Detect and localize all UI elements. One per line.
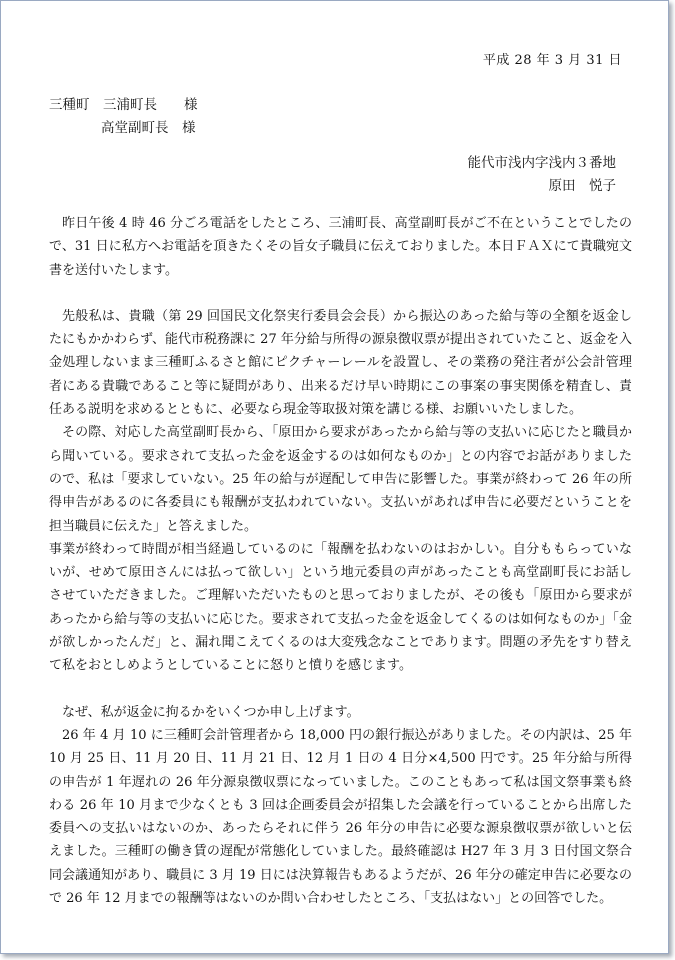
sender-block	[468, 152, 617, 198]
document-date: 平成 28 年 3 月 31 日	[482, 53, 622, 68]
paragraph-1: 昨日午後 4 時 46 分ごろ電話をしたところ、三浦町長、高堂副町長がご不在ということでしたので、31 日に私方へお電話を頂きたくその旨女子職員に伝えておりました。本日ＦＡＸにて貴職宛文書を送付いたします。	[49, 216, 632, 278]
letter-body	[49, 212, 632, 910]
paragraph-6: 26 年 4 月 10 に三種町会計管理者から 18,000 円の銀行振込がありました。その内訳は、25 年 10 月 25 日、11 月 20 日、11 月 21 日、12 月 1 日の 4 日分×4,500 円です。25 年分給与所得の申告が 1 年遅れの 26 年分源泉徴収票になっていました。このこともあって私は国文祭事業も終わる 26 年 10 月まで少なくとも 3 回は企画委員会が招集した会議を行っていることから出席した委員への支払いはないのか、あったらそれに伴う 26 年分の申告に必要な源泉徴収票が欲しいと伝えました。三種町の働き賃の遅配が常態化していました。最終確認は H27 年 3 月 3 日付国文祭合同会議通知があり、職員に 3 月 19 日には決算報告もあるようだが、26 年分の確定申告に必要なので 26 年 12 月までの報酬等はないのか問い合わせしたところ、「支払はない」との回答でした。	[49, 727, 632, 907]
addressee-line-deputy-mayor: 高堂副町長 様	[101, 120, 196, 136]
addressee-line-mayor: 三種町 三浦町長 様	[49, 97, 198, 113]
paragraph-2: 先般私は、貴職（第 29 回国民文化祭実行委員会会長）から振込のあった給与等の全額を返金したにもかかわらず、能代市税務課に 27 年分給与所得の源泉徴収票が提出されていたこと、返金を入金処理しないまま三種町ふるさと館にピクチャーレールを設置し、その業務の発注者が公会計管理者にある貴職であること等に疑問があり、出来るだけ早い時期にこの事案の事実関係を精査し、責任ある説明を求めるとともに、必要なら現金等取扱対策を講じる様、お願いいたしました。	[49, 308, 632, 418]
paragraph-5: なぜ、私が返金に拘るかをいくつか申し上げます。	[62, 704, 360, 720]
sender-name: 原田 悦子	[548, 178, 616, 194]
paragraph-4: 事業が終わって時間が相当経過しているのに「報酬を払わないのはおかしい。自分ももらっていないが、せめて原田さんには払って欲しい」という地元委員の声があったことも高堂副町長にお話しさせていただきました。ご理解いただいたものと思っておりましたが、その後も「原田から要求があったから給与等の支払いに応じた。要求されて支払った金を返金してくるのは如何なものか」「金が欲しかったんだ」と、漏れ聞こえてくるのは大変残念なことであります。問題の矛先をすり替えて私をおとしめようとしていることに怒りと憤りを感じます。	[49, 541, 632, 674]
sender-address: 能代市浅内字浅内３番地	[467, 155, 616, 171]
addressee-block	[49, 94, 198, 140]
paragraph-3: その際、対応した高堂副町長から、「原田から要求があったから給与等の支払いに応じたと職員から聞いている。要求されて支払った金を返金するのは如何なものか」との内容でお話がありましたので、私は「要求していない。25 年の給与が遅配して申告に影響した。事業が終わって 26 年の所得申告があるのに各委員にも報酬が支払われていない。支払いがあれば申告に必要だということを担当職員に伝えた」と答えました。	[49, 425, 632, 534]
